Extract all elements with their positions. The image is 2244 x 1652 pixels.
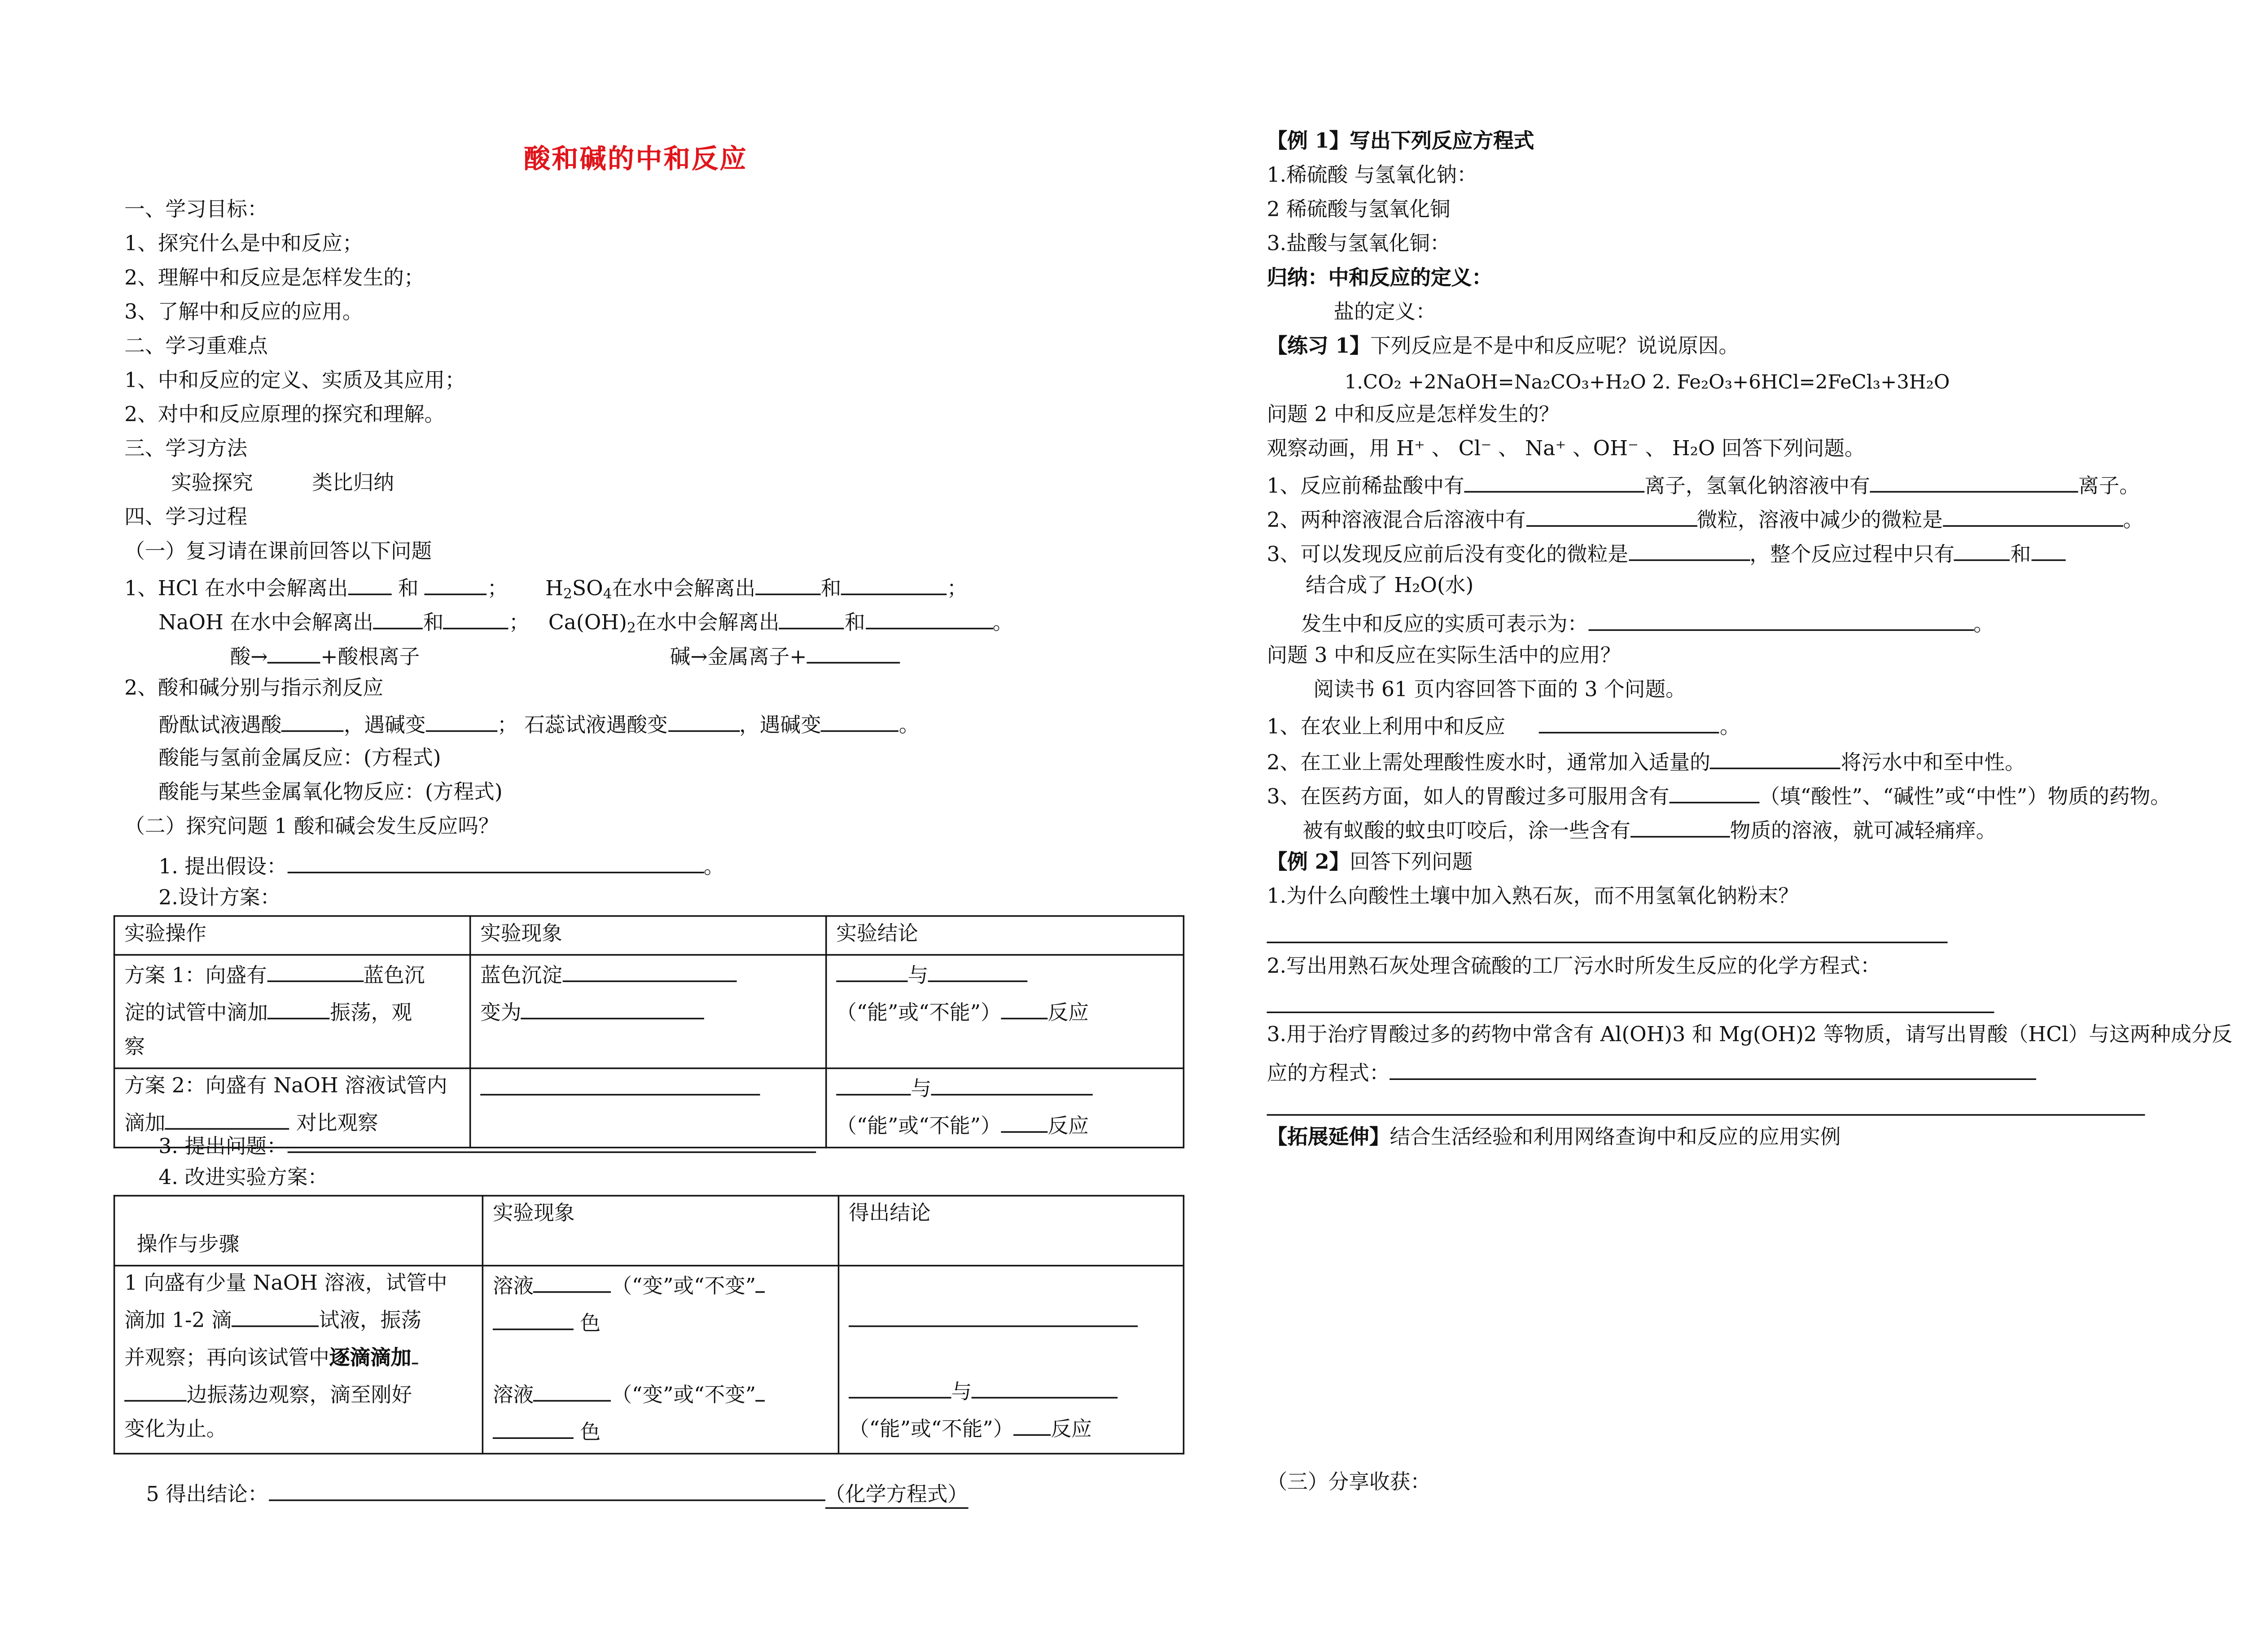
blank-field[interactable] (480, 1071, 760, 1095)
answer-line[interactable] (1267, 1091, 2145, 1115)
blank-field[interactable] (1870, 468, 2078, 492)
share-heading: （三）分享收获： (1267, 1471, 1431, 1495)
blank-field[interactable] (425, 570, 487, 595)
practice-1-heading: 【练习 1】下列反应是不是中和反应呢？说说原因。 (1267, 336, 1740, 359)
blank-field[interactable] (348, 570, 391, 595)
observe-instruction: 观察动画，用 H⁺ 、 Cl⁻ 、 Na⁺ 、OH⁻ 、 H₂O 回答下列问题。 (1267, 438, 1865, 462)
improve-step: 4. 改进实验方案： (158, 1167, 329, 1190)
blank-field[interactable] (562, 957, 736, 982)
acid-oxide-question: 酸能与某些金属氧化物反应：(方程式) (158, 782, 503, 805)
blank-field[interactable] (755, 570, 820, 595)
review-question-1b: NaOH 在水中会解离出 和 ； $Ca(OH)_2$在水中会解离出 和 。 (158, 604, 1013, 647)
table-cell: 方案 2：向盛有 NaOH 溶液试管内 滴加 对比观察 (114, 1068, 470, 1148)
hypothesis-blank[interactable] (287, 848, 704, 873)
improved-table (114, 1195, 1184, 1454)
table-header: 实验现象 (470, 916, 826, 955)
table-header: 得出结论 (838, 1196, 1183, 1266)
question-blank[interactable] (287, 1128, 816, 1153)
example-1-item: 3.盐酸与氢氧化铜： (1267, 233, 1451, 257)
extension-heading: 【拓展延伸】结合生活经验和利用网络查询中和反应的应用实例 (1267, 1126, 1841, 1150)
blank-field[interactable] (1955, 536, 2011, 561)
page-title: 酸和碱的中和反应 (524, 144, 748, 176)
question-step: 3. 提出问题： (158, 1128, 815, 1165)
table-cell: 与 （“能”或“不能”） 反应 (826, 1068, 1184, 1148)
base-ionization: 碱→金属离子+ (670, 638, 900, 676)
blank-field[interactable] (807, 638, 900, 663)
example-2-heading: 【例 2】回答下列问题 (1267, 851, 1473, 875)
example-1-item: 2 稀硫酸与氢氧化铜 (1267, 199, 1451, 223)
keypoint-item: 2、对中和反应原理的探究和理解。 (124, 404, 445, 428)
blank-field[interactable] (836, 1071, 911, 1095)
table-cell: 与 （“能”或“不能”） 反应 (838, 1266, 1183, 1454)
section-heading: 二、学习重难点 (124, 336, 268, 359)
blank-field[interactable] (1526, 502, 1697, 527)
table-header: 实验操作 (114, 916, 470, 955)
blank-field[interactable] (232, 1302, 319, 1327)
subsection-heading: （二）探究问题 1 酸和碱会发生反应吗？ (124, 816, 499, 839)
table-header: 实验结论 (826, 916, 1184, 955)
question-2-item: 1、反应前稀盐酸中有 离子，氢氧化钠溶液中有 离子。 (1267, 468, 2140, 505)
application-item: 2、在工业上需处理酸性废水时，通常加入适量的 将污水中和至中性。 (1267, 744, 2025, 782)
blank-field[interactable] (165, 1105, 289, 1129)
blank-field[interactable] (493, 1305, 574, 1330)
question-2-heading: 问题 2 中和反应是怎样发生的？ (1267, 404, 1560, 428)
blank-field[interactable] (373, 604, 423, 629)
reading-instruction: 阅读书 61 页内容回答下面的 3 个问题。 (1313, 679, 1686, 703)
blank-field[interactable] (534, 1268, 611, 1293)
blank-field[interactable] (1710, 744, 1841, 769)
example-1-heading: 【例 1】写出下列反应方程式 (1267, 130, 1534, 154)
subsection-heading: （一）复习请在课前回答以下问题 (124, 541, 432, 564)
section-heading: 四、学习过程 (124, 507, 248, 530)
blank-field[interactable] (1390, 1055, 2037, 1080)
blank-field[interactable] (849, 1374, 951, 1399)
blank-field[interactable] (281, 707, 344, 732)
review-question-1: 1、HCl 在水中会解离出 和 ； $H_2SO_4$在水中会解离出 和 ； (124, 570, 968, 612)
answer-line[interactable] (1267, 988, 1994, 1013)
application-item: 被有蚁酸的蚊虫叮咬后，涂一些含有 物质的溶液，就可减轻痛痒。 (1302, 813, 1996, 850)
blank-field[interactable] (865, 604, 993, 629)
blank-field[interactable] (124, 1377, 187, 1401)
blank-field[interactable] (780, 604, 845, 629)
objective-item: 1、探究什么是中和反应； (124, 233, 363, 257)
blank-field[interactable] (268, 638, 321, 663)
example-2-item: 1.为什么向酸性土壤中加入熟石灰，而不用氢氧化钠粉末？ (1267, 886, 1799, 909)
section-heading: 一、学习目标： (124, 199, 268, 223)
application-item: 3、在医药方面，如人的胃酸过多可服用含有 （填“酸性”、“碱性”或“中性”）物质的药物。 (1267, 778, 2171, 816)
blank-field[interactable] (668, 707, 739, 732)
blank-field[interactable] (1539, 708, 1720, 733)
indicator-question: 酚酞试液遇酸 ，遇碱变 ； 石蕊试液遇酸变 ，遇碱变 。 (158, 707, 919, 744)
blank-field[interactable] (522, 995, 705, 1019)
blank-field[interactable] (268, 995, 330, 1019)
example-2-item: 2.写出用熟石灰处理含硫酸的工厂污水时所发生反应的化学方程式： (1267, 955, 1881, 979)
table-cell: 与 （“能”或“不能”） 反应 (826, 955, 1184, 1068)
blank-field[interactable] (1001, 995, 1048, 1019)
answer-line[interactable] (1267, 918, 1948, 943)
table-header: 操作与步骤 (114, 1196, 483, 1266)
blank-field[interactable] (1464, 468, 1645, 492)
hypothesis-step: 1. 提出假设： 。 (158, 848, 724, 886)
table-cell: 1 向盛有少量 NaOH 溶液，试管中 滴加 1-2 滴 试液，振荡 并观察；再向该试管中逐滴滴加 边振荡边观察，滴至刚好 变化为止。 (114, 1266, 483, 1454)
blank-field[interactable] (836, 957, 907, 982)
blank-field[interactable] (972, 1374, 1118, 1399)
objective-item: 3、了解中和反应的应用。 (124, 301, 363, 325)
blank-field[interactable] (2031, 536, 2065, 561)
table-cell: 方案 1：向盛有 蓝色沉 淀的试管中滴加 振荡，观 察 (114, 955, 470, 1068)
blank-field[interactable] (1628, 536, 1749, 561)
table-cell: 溶液 （“变”或“不变” 色 溶液 （“变”或“不变” 色 (482, 1266, 838, 1454)
blank-field[interactable] (841, 570, 947, 595)
keypoint-item: 1、中和反应的定义、实质及其应用； (124, 370, 465, 393)
blank-field[interactable] (426, 707, 497, 732)
blank-field[interactable] (821, 707, 899, 732)
example-1-item: 1.稀硫酸 与氢氧化钠： (1267, 165, 1477, 188)
conclusion-blank[interactable] (268, 1476, 825, 1501)
section-heading: 三、学习方法 (124, 438, 248, 462)
design-step: 2.设计方案： (158, 887, 281, 911)
blank-field[interactable] (849, 1302, 1138, 1327)
acid-ionization: 酸→ +酸根离子 (230, 638, 420, 676)
table-header: 实验现象 (482, 1196, 838, 1266)
review-question-2: 2、酸和碱分别与指示剂反应 (124, 677, 384, 701)
blank-field[interactable] (928, 957, 1028, 982)
blank-field[interactable] (1013, 1411, 1051, 1436)
method-item: 实验探究 类比归纳 (171, 472, 394, 496)
blank-field[interactable] (493, 1414, 574, 1439)
blank-field[interactable] (931, 1071, 1093, 1095)
application-item: 1、在农业上利用中和反应 。 (1267, 708, 1740, 746)
blank-field[interactable] (411, 1339, 417, 1364)
blank-field[interactable] (1001, 1108, 1048, 1132)
acid-metal-question: 酸能与氢前金属反应：(方程式) (158, 747, 441, 771)
conclusion-step: 5 得出结论： （化学方程式） (146, 1476, 969, 1513)
table-cell: 蓝色沉淀 变为 (470, 955, 826, 1068)
blank-field[interactable] (1588, 606, 1973, 631)
objective-item: 2、理解中和反应是怎样发生的； (124, 267, 425, 291)
blank-field[interactable] (443, 604, 508, 629)
blank-field[interactable] (534, 1377, 611, 1401)
design-table (114, 915, 1184, 1148)
summary-definition: 归纳：中和反应的定义： (1267, 267, 1492, 291)
question-3-heading: 问题 3 中和反应在实际生活中的应用？ (1267, 645, 1621, 669)
practice-equations: 1.CO₂ +2NaOH=Na₂CO₃+H₂O 2. Fe₂O₃+6HCl=2FeCl₃+3H₂O (1344, 370, 1950, 393)
blank-field[interactable] (1669, 778, 1759, 803)
salt-definition: 盐的定义： (1333, 301, 1436, 325)
example-2-item: 应的方程式： (1267, 1055, 2037, 1093)
question-2-item: 3、可以发现反应前后没有变化的微粒是 ，整个反应过程中只有 和 (1267, 536, 2065, 573)
blank-field[interactable] (1630, 813, 1730, 837)
question-2-item: 2、两种溶液混合后溶液中有 微粒，溶液中减少的微粒是 。 (1267, 502, 2144, 539)
example-2-item: 3.用于治疗胃酸过多的药物中常含有 Al(OH)3 和 Mg(OH)2 等物质，请写出胃酸（HCl）与这两种成分反 (1267, 1024, 2233, 1048)
blank-field[interactable] (1943, 502, 2123, 527)
question-2-item: 结合成了 H₂O(水) (1306, 575, 1474, 599)
blank-field[interactable] (267, 957, 364, 982)
essence-question: 发生中和反应的实质可表示为： 。 (1301, 606, 1994, 643)
